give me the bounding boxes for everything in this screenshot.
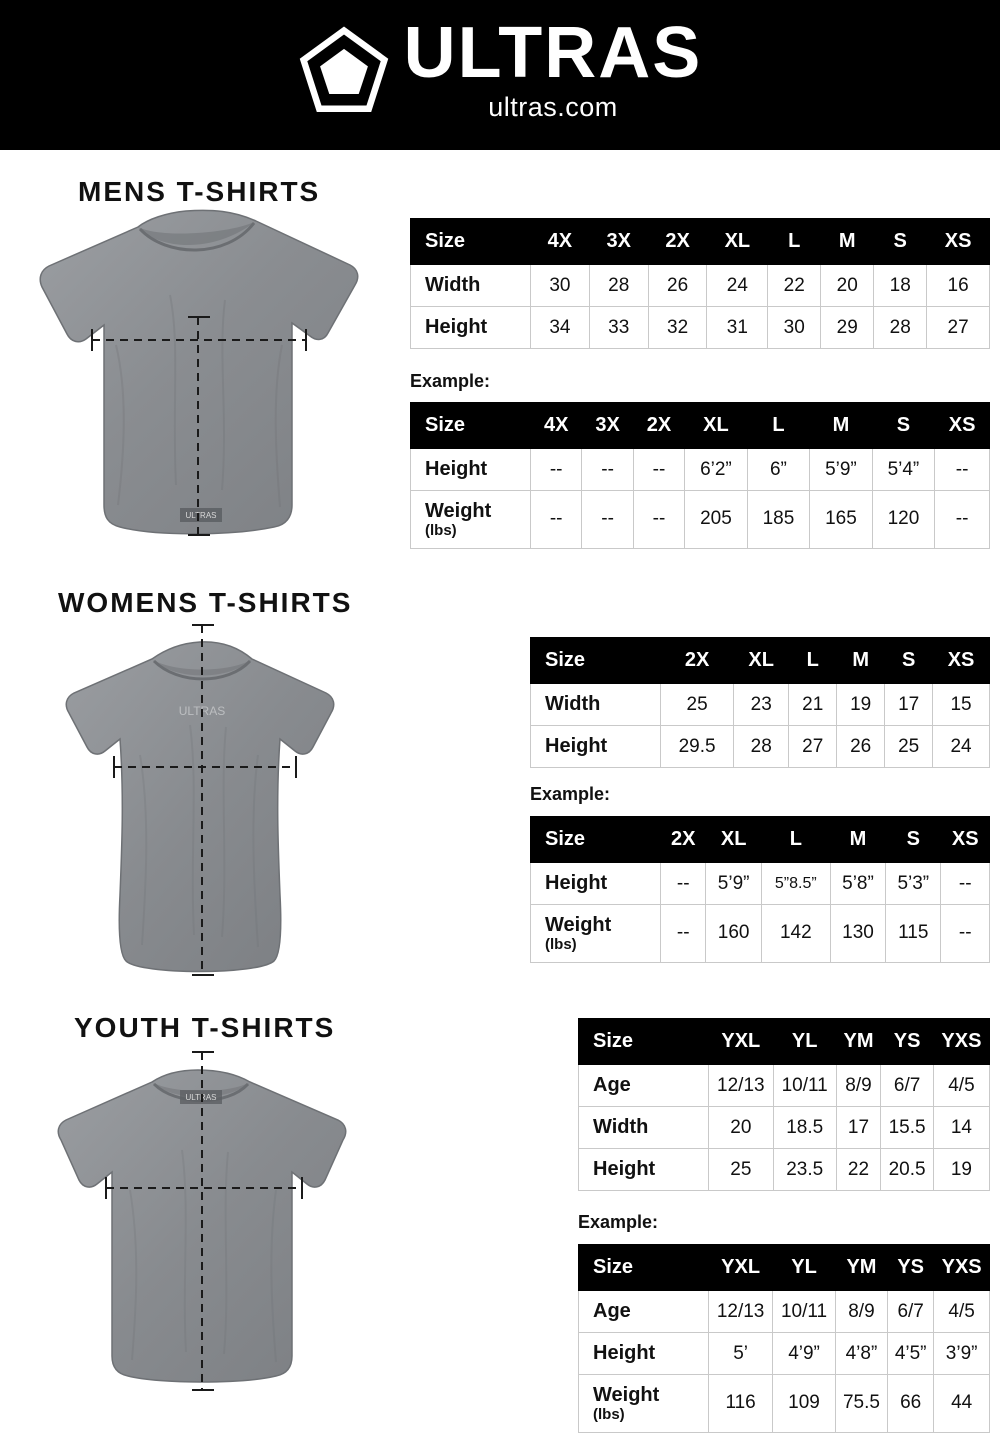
brand-title: ULTRAS [403, 13, 703, 94]
cell: 16 [927, 265, 990, 307]
cell: -- [935, 491, 990, 549]
row-label-weight-unit: (lbs) [593, 1406, 625, 1423]
col-2x: 2X [633, 403, 684, 449]
cell: 10/11 [773, 1065, 836, 1107]
col-size: Size [531, 817, 661, 863]
brand-lockup [298, 13, 703, 122]
cell: 205 [685, 491, 748, 549]
col-m: M [810, 403, 873, 449]
cell: 66 [888, 1375, 934, 1433]
col-2x: 2X [648, 219, 707, 265]
col-s: S [874, 219, 927, 265]
table-row [579, 1107, 990, 1149]
brand-website: ultras.com [488, 91, 618, 122]
cell: 20 [709, 1107, 774, 1149]
cell: 30 [531, 265, 590, 307]
cell: 30 [768, 307, 821, 349]
col-size: Size [531, 638, 661, 684]
col-yl: YL [773, 1019, 836, 1065]
cell: 12/13 [709, 1291, 773, 1333]
col-m: M [830, 817, 885, 863]
col-s: S [872, 403, 935, 449]
col-s: S [886, 817, 941, 863]
cell: 3’9” [934, 1333, 990, 1375]
cell: 4/5 [933, 1065, 989, 1107]
cell: 5’8” [830, 863, 885, 905]
womens-example-label: Example: [530, 784, 611, 804]
cell: 15 [933, 684, 990, 726]
mens-example-label: Example: [410, 371, 491, 391]
cell: -- [582, 491, 633, 549]
table-header-row [531, 817, 990, 863]
table-row [531, 863, 990, 905]
mens-example-table [410, 402, 990, 549]
table-header-row [531, 638, 990, 684]
cell: -- [531, 449, 582, 491]
womens-tshirt-illustration [30, 615, 370, 990]
cell: 75.5 [835, 1375, 887, 1433]
cell: 19 [837, 684, 885, 726]
brand-text [403, 13, 703, 122]
cell: 34 [531, 307, 590, 349]
cell: 4/5 [934, 1291, 990, 1333]
pentagon-logo-icon [298, 25, 390, 117]
cell: 23.5 [773, 1149, 836, 1191]
cell: 109 [773, 1375, 836, 1433]
cell: 25 [661, 684, 734, 726]
row-label-weight [531, 905, 661, 963]
cell: 29 [821, 307, 874, 349]
youth-tshirt-illustration [30, 1040, 380, 1430]
mens-section-title: MENS T-SHIRTS [78, 176, 321, 207]
cell: -- [935, 449, 990, 491]
col-yl: YL [773, 1245, 836, 1291]
cell: 4’5” [888, 1333, 934, 1375]
table-row [579, 1065, 990, 1107]
cell: -- [661, 905, 706, 963]
cell: 185 [747, 491, 810, 549]
cell: 12/13 [709, 1065, 774, 1107]
mens-size-table [410, 218, 990, 349]
row-label-height: Height [531, 726, 661, 768]
table-header-row [579, 1019, 990, 1065]
cell: 8/9 [836, 1065, 881, 1107]
youth-example-table [578, 1244, 990, 1433]
row-label-weight-main: Weight [593, 1384, 660, 1406]
cell: 23 [734, 684, 789, 726]
womens-section-title: WOMENS T-SHIRTS [58, 587, 353, 618]
col-yxs: YXS [934, 1245, 990, 1291]
col-size: Size [579, 1019, 709, 1065]
cell: 17 [836, 1107, 881, 1149]
col-m: M [821, 219, 874, 265]
cell: 25 [709, 1149, 774, 1191]
col-xl: XL [685, 403, 748, 449]
table-header-row [579, 1245, 990, 1291]
row-label-weight [411, 491, 531, 549]
cell: 4’8” [835, 1333, 887, 1375]
row-label-weight-main: Weight [425, 500, 492, 522]
youth-section-title: YOUTH T-SHIRTS [74, 1012, 336, 1043]
col-xs: XS [935, 403, 990, 449]
col-l: L [789, 638, 837, 684]
svg-text:ULTRAS: ULTRAS [185, 1093, 217, 1102]
page-header [0, 0, 1000, 150]
cell: -- [661, 863, 706, 905]
col-l: L [768, 219, 821, 265]
cell: 24 [707, 265, 768, 307]
cell: 32 [648, 307, 707, 349]
row-label-height: Height [579, 1149, 709, 1191]
cell: 5’9” [810, 449, 873, 491]
col-xl: XL [734, 638, 789, 684]
cell: 27 [789, 726, 837, 768]
table-row [531, 726, 990, 768]
col-4x: 4X [531, 219, 590, 265]
cell: 160 [706, 905, 761, 963]
cell: 130 [830, 905, 885, 963]
col-size: Size [579, 1245, 709, 1291]
cell: 22 [768, 265, 821, 307]
col-ym: YM [835, 1245, 887, 1291]
cell: 25 [885, 726, 933, 768]
cell: 14 [933, 1107, 989, 1149]
row-label-height: Height [411, 307, 531, 349]
cell: 26 [648, 265, 707, 307]
col-yxl: YXL [709, 1245, 773, 1291]
cell: 115 [886, 905, 941, 963]
col-m: M [837, 638, 885, 684]
col-xl: XL [707, 219, 768, 265]
col-3x: 3X [589, 219, 648, 265]
row-label-height: Height [411, 449, 531, 491]
svg-text:ULTRAS: ULTRAS [178, 704, 226, 718]
cell: 5”8.5” [761, 863, 830, 905]
cell: 28 [874, 307, 927, 349]
cell: -- [941, 863, 990, 905]
cell: 6” [747, 449, 810, 491]
cell: 29.5 [661, 726, 734, 768]
row-label-weight-unit: (lbs) [425, 522, 457, 539]
col-xs: XS [933, 638, 990, 684]
cell: 5’9” [706, 863, 761, 905]
cell: 28 [734, 726, 789, 768]
cell: 20 [821, 265, 874, 307]
col-size: Size [411, 219, 531, 265]
cell: 5’4” [872, 449, 935, 491]
col-ys: YS [881, 1019, 934, 1065]
row-label-age: Age [579, 1291, 709, 1333]
cell: 4’9” [773, 1333, 836, 1375]
cell: 116 [709, 1375, 773, 1433]
mens-tshirt-illustration [20, 205, 380, 560]
cell: 17 [885, 684, 933, 726]
cell: 20.5 [881, 1149, 934, 1191]
table-row [579, 1149, 990, 1191]
cell: 44 [934, 1375, 990, 1433]
cell: 26 [837, 726, 885, 768]
cell: 6/7 [881, 1065, 934, 1107]
table-row [531, 684, 990, 726]
col-xs: XS [941, 817, 990, 863]
cell: 27 [927, 307, 990, 349]
cell: 18 [874, 265, 927, 307]
table-row [411, 265, 990, 307]
col-yxl: YXL [709, 1019, 774, 1065]
row-label-width: Width [531, 684, 661, 726]
table-header-row [411, 403, 990, 449]
cell: -- [633, 491, 684, 549]
cell: 8/9 [835, 1291, 887, 1333]
table-row [411, 449, 990, 491]
table-row [411, 491, 990, 549]
table-row [579, 1375, 990, 1433]
row-label-age: Age [579, 1065, 709, 1107]
col-xl: XL [706, 817, 761, 863]
row-label-weight-main: Weight [545, 914, 612, 936]
youth-size-table [578, 1018, 990, 1191]
cell: -- [941, 905, 990, 963]
col-4x: 4X [531, 403, 582, 449]
cell: 5’3” [886, 863, 941, 905]
table-row [531, 905, 990, 963]
col-size: Size [411, 403, 531, 449]
col-xs: XS [927, 219, 990, 265]
cell: 22 [836, 1149, 881, 1191]
col-s: S [885, 638, 933, 684]
cell: 120 [872, 491, 935, 549]
col-2x: 2X [661, 817, 706, 863]
row-label-height: Height [531, 863, 661, 905]
cell: 6/7 [888, 1291, 934, 1333]
cell: -- [633, 449, 684, 491]
cell: 165 [810, 491, 873, 549]
col-l: L [747, 403, 810, 449]
cell: 18.5 [773, 1107, 836, 1149]
row-label-weight-unit: (lbs) [545, 936, 577, 953]
col-ym: YM [836, 1019, 881, 1065]
col-3x: 3X [582, 403, 633, 449]
table-row [579, 1333, 990, 1375]
col-l: L [761, 817, 830, 863]
cell: 10/11 [773, 1291, 836, 1333]
youth-example-label: Example: [578, 1212, 659, 1232]
cell: -- [582, 449, 633, 491]
svg-text:ULTRAS: ULTRAS [185, 511, 217, 520]
row-label-height: Height [579, 1333, 709, 1375]
cell: 5’ [709, 1333, 773, 1375]
row-label-width: Width [411, 265, 531, 307]
cell: 6’2” [685, 449, 748, 491]
womens-example-table [530, 816, 990, 963]
cell: 31 [707, 307, 768, 349]
cell: 15.5 [881, 1107, 934, 1149]
row-label-weight [579, 1375, 709, 1433]
col-2x: 2X [661, 638, 734, 684]
table-row [579, 1291, 990, 1333]
col-yxs: YXS [933, 1019, 989, 1065]
cell: 21 [789, 684, 837, 726]
table-header-row [411, 219, 990, 265]
womens-size-table [530, 637, 990, 768]
cell: 28 [589, 265, 648, 307]
cell: -- [531, 491, 582, 549]
col-ys: YS [888, 1245, 934, 1291]
cell: 142 [761, 905, 830, 963]
table-row [411, 307, 990, 349]
row-label-width: Width [579, 1107, 709, 1149]
cell: 33 [589, 307, 648, 349]
cell: 19 [933, 1149, 989, 1191]
cell: 24 [933, 726, 990, 768]
